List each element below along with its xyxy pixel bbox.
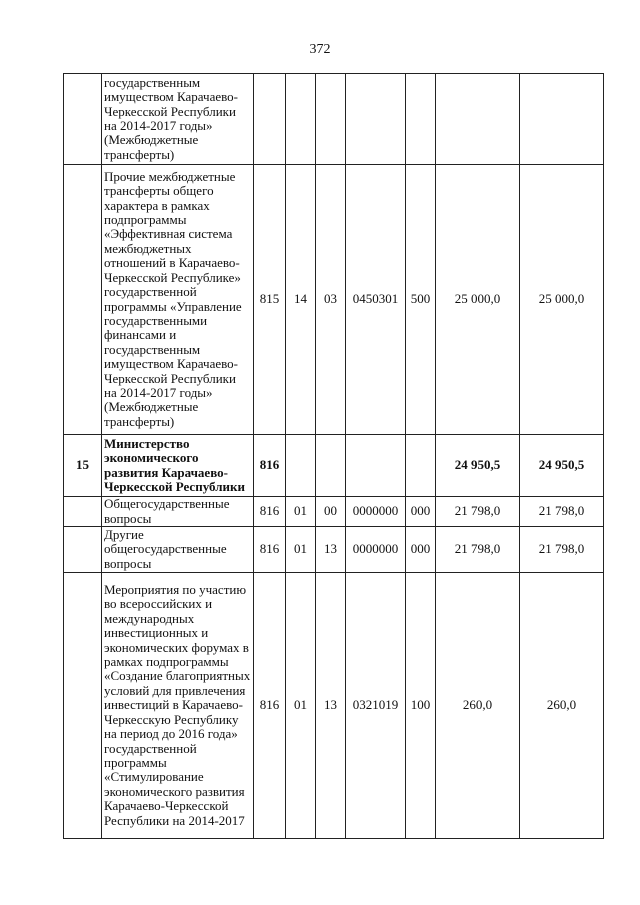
amount-year-2: 21 798,0 xyxy=(520,497,604,527)
target-item-code xyxy=(346,74,406,165)
target-item-code: 0000000 xyxy=(346,527,406,573)
row-name: Министерство экономического развития Карачаево-Черкесской Республики xyxy=(102,435,254,497)
row-number: 15 xyxy=(64,435,102,497)
row-number xyxy=(64,74,102,165)
subsection-code: 13 xyxy=(316,527,346,573)
section-code: 01 xyxy=(286,527,316,573)
table-row xyxy=(64,497,604,527)
subsection-code xyxy=(316,435,346,497)
row-name: Общегосударственные вопросы xyxy=(102,497,254,527)
table-row xyxy=(64,74,604,165)
target-item-code: 0450301 xyxy=(346,165,406,435)
section-code xyxy=(286,74,316,165)
grbs-code xyxy=(254,74,286,165)
row-name: государственным имуществом Карачаево-Черкесской Республики на 2014-2017 годы» (Межбюджетные трансферты) xyxy=(102,74,254,165)
amount-year-1: 21 798,0 xyxy=(436,527,520,573)
amount-year-2: 25 000,0 xyxy=(520,165,604,435)
section-code: 14 xyxy=(286,165,316,435)
table-row xyxy=(64,527,604,573)
table-row xyxy=(64,435,604,497)
row-name: Мероприятия по участию во всероссийских и международных инвестиционных и экономических форумах в рамках подпрограммы «Создание благоприятных условий для привлечения инвестиций в Карачаево-Черкесскую Республику на период до 2016 года» государственной программы «Стимулирование экономического развития Карачаево-Черкесской Республики на 2014-2017 xyxy=(102,573,254,839)
row-name: Другие общегосударственные вопросы xyxy=(102,527,254,573)
amount-year-2 xyxy=(520,74,604,165)
expense-type-code xyxy=(406,435,436,497)
section-code: 01 xyxy=(286,497,316,527)
amount-year-2: 21 798,0 xyxy=(520,527,604,573)
amount-year-1: 24 950,5 xyxy=(436,435,520,497)
target-item-code xyxy=(346,435,406,497)
amount-year-1: 25 000,0 xyxy=(436,165,520,435)
section-code xyxy=(286,435,316,497)
expense-type-code: 100 xyxy=(406,573,436,839)
expense-type-code xyxy=(406,74,436,165)
amount-year-1: 21 798,0 xyxy=(436,497,520,527)
target-item-code: 0000000 xyxy=(346,497,406,527)
grbs-code: 815 xyxy=(254,165,286,435)
amount-year-2: 24 950,5 xyxy=(520,435,604,497)
subsection-code: 03 xyxy=(316,165,346,435)
grbs-code: 816 xyxy=(254,497,286,527)
row-number xyxy=(64,527,102,573)
amount-year-1 xyxy=(436,74,520,165)
table-row xyxy=(64,165,604,435)
subsection-code: 00 xyxy=(316,497,346,527)
budget-table xyxy=(63,73,604,839)
grbs-code: 816 xyxy=(254,527,286,573)
subsection-code: 13 xyxy=(316,573,346,839)
expense-type-code: 500 xyxy=(406,165,436,435)
grbs-code: 816 xyxy=(254,573,286,839)
row-number xyxy=(64,497,102,527)
expense-type-code: 000 xyxy=(406,527,436,573)
section-code: 01 xyxy=(286,573,316,839)
grbs-code: 816 xyxy=(254,435,286,497)
row-number xyxy=(64,573,102,839)
page-number: 372 xyxy=(309,42,331,57)
amount-year-1: 260,0 xyxy=(436,573,520,839)
row-number xyxy=(64,165,102,435)
subsection-code xyxy=(316,74,346,165)
row-name: Прочие межбюджетные трансферты общего характера в рамках подпрограммы «Эффективная система межбюджетных отношений в Карачаево-Черкесской Республике» государственной программы «Управление государственными финансами и государственным имуществом Карачаево-Черкесской Республики на 2014-2017 годы» (Межбюджетные трансферты) xyxy=(102,165,254,435)
target-item-code: 0321019 xyxy=(346,573,406,839)
table-row xyxy=(64,573,604,839)
amount-year-2: 260,0 xyxy=(520,573,604,839)
expense-type-code: 000 xyxy=(406,497,436,527)
